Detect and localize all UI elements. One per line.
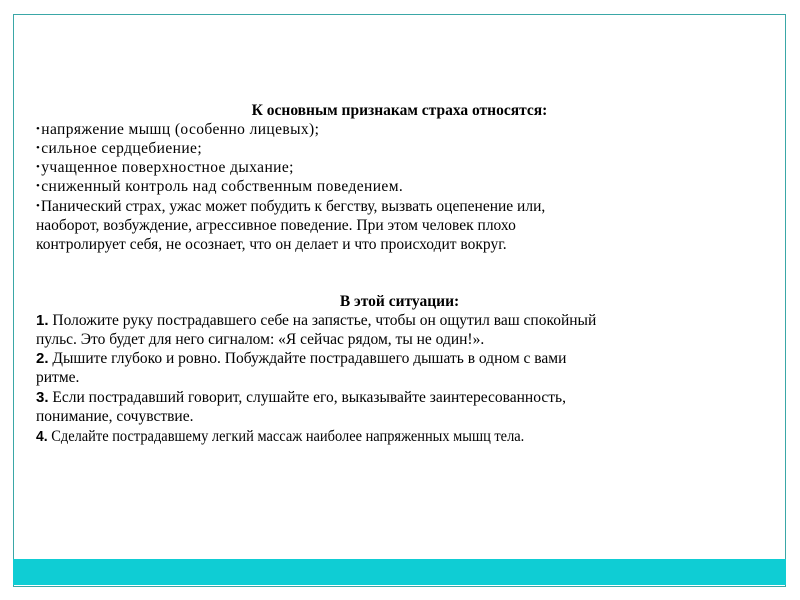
footer-accent-bar [13,559,786,585]
panic-paragraph-line: наоборот, возбуждение, агрессивное поведение. При этом человек плохо [36,217,516,234]
bullet-icon: • [36,200,40,212]
bullet-item [36,139,202,158]
step-item-4 [36,427,561,446]
bullet-item [36,120,319,139]
section-heading-fear-signs: К основным признакам страха относятся: [251,102,548,119]
step-item-2 [36,349,566,368]
step-number: 1. [36,312,49,329]
step-text: Положите руку пострадавшего себе на запястье, чтобы он ощутил ваш спокойный [48,312,597,329]
step-item-3-continuation: понимание, сочувствие. [36,408,194,425]
step-number: 4. [36,428,48,445]
bullet-text: учащенное поверхностное дыхание; [41,159,294,176]
bullet-text: напряжение мышц (особенно лицевых); [41,121,320,138]
section-heading-situation: В этой ситуации: [339,293,460,310]
bullet-icon: • [36,161,41,173]
bullet-item [36,158,294,177]
step-number: 2. [36,350,49,367]
panic-paragraph-line: контролирует себя, не осознает, что он делает и что происходит вокруг. [36,236,507,253]
step-text: Если пострадавший говорит, слушайте его, выказывайте заинтересованность, [48,389,566,406]
bullet-icon: • [36,123,41,135]
panic-text: Панический страх, ужас может побудить к бегству, вызвать оцепенение или, [40,198,546,215]
bullet-item [36,177,403,196]
bullet-icon: • [36,142,41,154]
step-item-1-continuation: пульс. Это будет для него сигналом: «Я сейчас рядом, ты не один!». [36,331,485,348]
step-item-1 [36,311,596,330]
step-4-wrapper [36,427,524,446]
step-number: 3. [36,389,49,406]
step-text: Дышите глубоко и ровно. Побуждайте пострадавшего дышать в одном с вами [48,350,567,367]
step-text: Сделайте пострадавшему легкий массаж наиболее напряженных мышц тела. [47,428,525,445]
bullet-icon: • [36,180,41,192]
bullet-text: сниженный контроль над собственным поведением. [41,178,404,195]
bullet-text: сильное сердцебиение; [41,140,203,157]
panic-paragraph-line [36,197,545,216]
step-item-3 [36,388,566,407]
step-item-2-continuation: ритме. [36,369,80,386]
